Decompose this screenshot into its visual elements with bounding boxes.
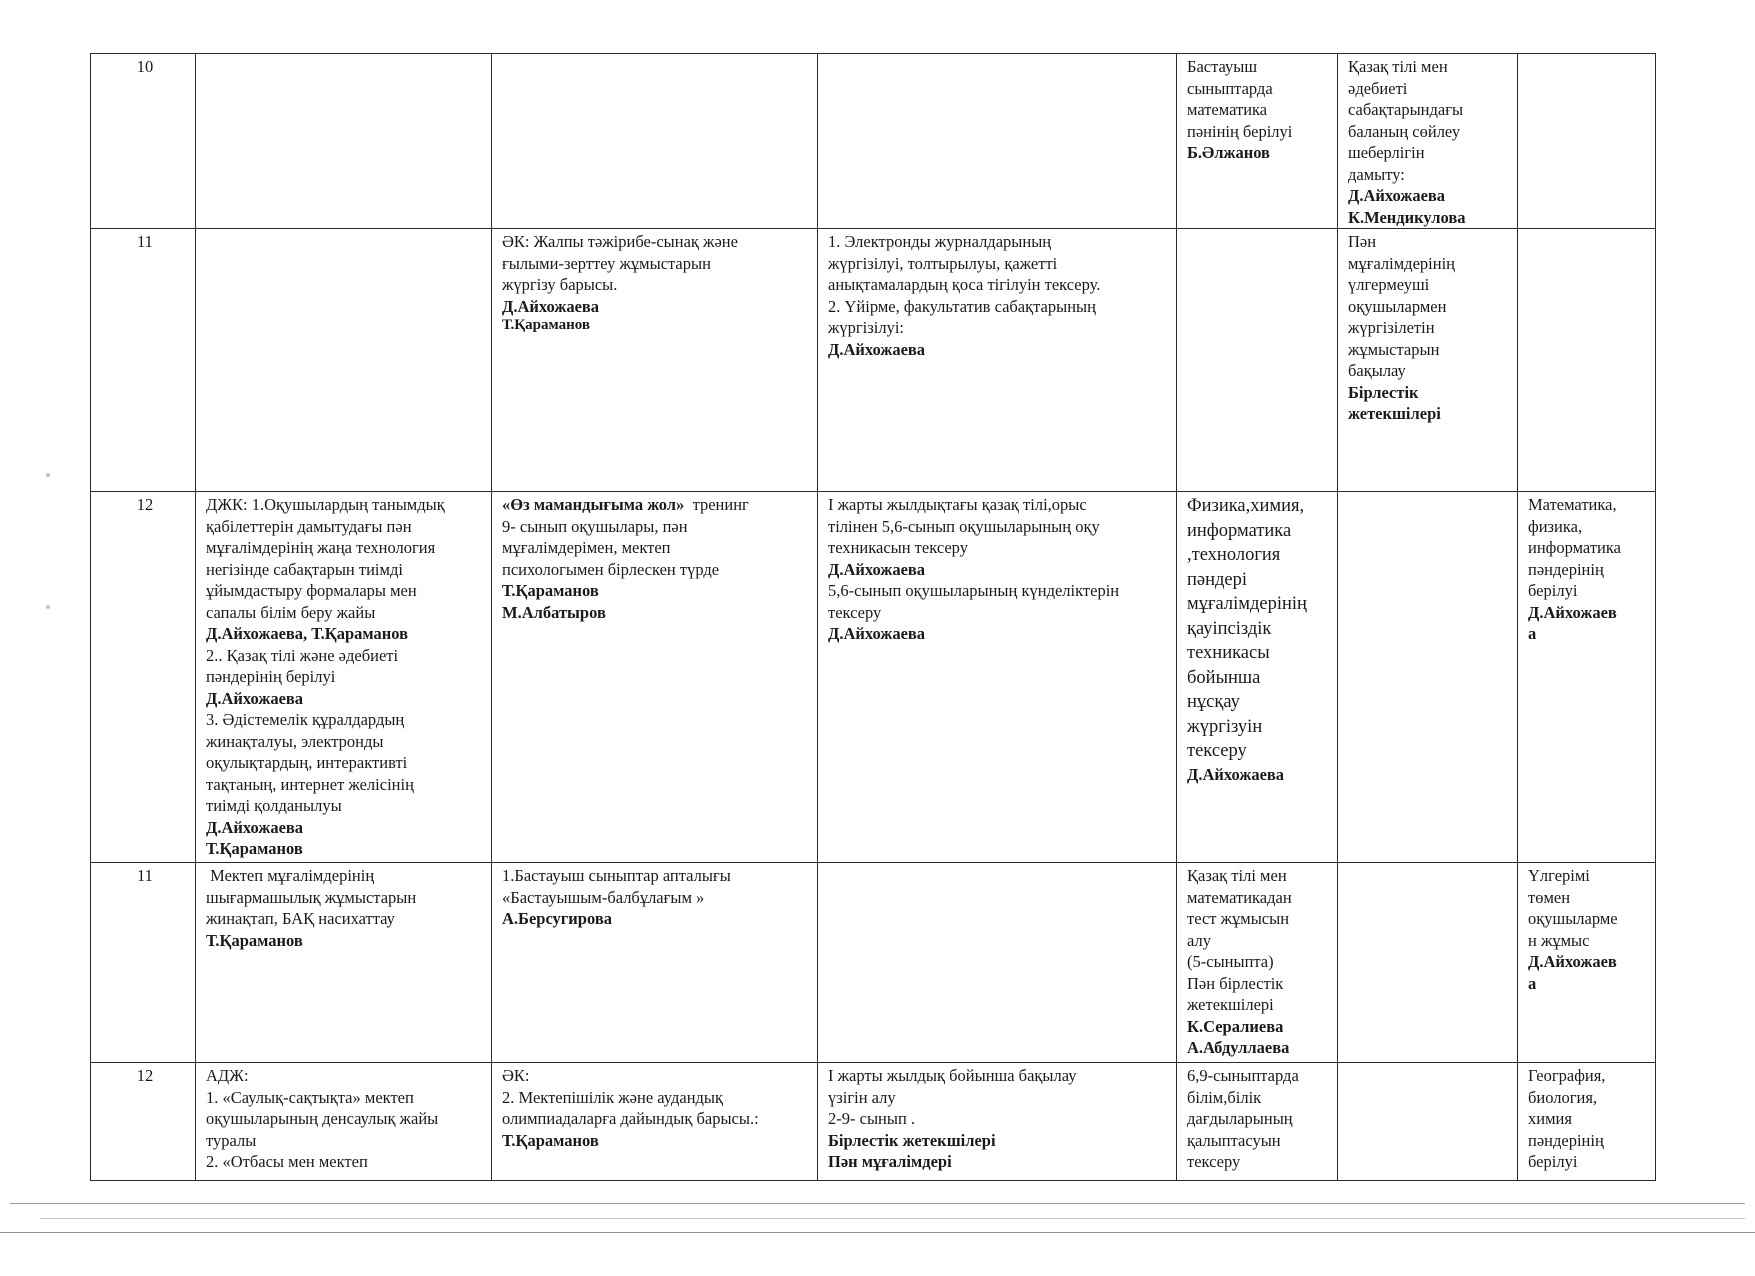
cell-line: пәндерінің берілуі	[206, 667, 336, 686]
cell-line: Қазақ тілі мен	[1187, 866, 1287, 885]
cell-line: берілуі	[1528, 581, 1578, 600]
cell-line: 6,9-сыныптарда	[1187, 1066, 1299, 1085]
responsible-person: а	[1528, 624, 1537, 643]
cell-line: сабақтарындағы	[1348, 100, 1464, 119]
table-cell	[1518, 1063, 1656, 1181]
cell-line: География,	[1528, 1066, 1606, 1085]
table-cell	[1177, 492, 1338, 863]
cell-line: информатика	[1187, 520, 1292, 541]
cell-line: алу	[1187, 930, 1211, 950]
table-cell	[818, 54, 1177, 229]
responsible-person: Б.Әлжанов	[1187, 143, 1270, 162]
cell-line: ғылыми-зерттеу жұмыстарын	[502, 253, 711, 273]
table-cell	[196, 229, 492, 492]
cell-line: қауіпсіздік	[1187, 618, 1272, 639]
table-cell	[1518, 54, 1656, 229]
table-cell	[1177, 1063, 1338, 1181]
cell-line: жинақталуы, электронды	[206, 731, 384, 751]
cell-line: АДЖ:	[206, 1066, 249, 1085]
cell-line: білім,білік	[1187, 1087, 1262, 1107]
cell-line: үзігін алу	[828, 1087, 896, 1107]
table-cell	[492, 492, 818, 863]
cell-line: қалыптасуын	[1187, 1130, 1281, 1150]
table-cell	[492, 1063, 818, 1181]
cell-line: олимпиадаларға дайындық барысы.:	[502, 1109, 759, 1128]
table-cell	[196, 54, 492, 229]
cell-line: төмен	[1528, 887, 1571, 907]
cell-line: Қазақ тілі мен	[1348, 57, 1448, 76]
cell-line: биология,	[1528, 1087, 1598, 1107]
cell-line: математикадан	[1187, 887, 1292, 907]
cell-line: анықтамалардың қоса тігілуін тексеру.	[828, 275, 1101, 294]
table-cell	[1338, 54, 1518, 229]
responsible-person: Т.Қараманов	[502, 317, 590, 333]
cell-line: пәндері	[1187, 569, 1248, 590]
table-row	[91, 863, 1656, 1063]
cell-line: 2. Үйірме, факультатив сабақтарының	[828, 296, 1096, 316]
scan-speck	[46, 473, 50, 477]
cell-line: негізінде сабақтарын тиімді	[206, 559, 403, 579]
table-cell	[1518, 492, 1656, 863]
cell-line: жетекшілері	[1187, 995, 1274, 1014]
responsible-person: Д.Айхожаева	[502, 296, 600, 316]
table-cell	[818, 229, 1177, 492]
row-number: 10	[136, 57, 154, 76]
cell-line: мұғалімдерінің жаңа технология	[206, 538, 436, 557]
responsible-person: Д.Айхожаева	[206, 817, 304, 837]
cell-line: техникасы	[1187, 643, 1270, 663]
cell-line: жұмыстарын	[1348, 339, 1440, 359]
cell-line: Пән	[1348, 232, 1377, 251]
responsible-person: А.Берсугирова	[502, 909, 612, 928]
cell-line: ӘК: Жалпы тәжірибе-сынақ және	[502, 232, 738, 251]
cell-line: ,технология	[1187, 545, 1281, 565]
table-row	[91, 54, 1656, 229]
row-number-cell	[91, 229, 196, 492]
cell-line: «Бастауышым-балбұлағым »	[502, 887, 705, 907]
scan-speck	[46, 605, 50, 609]
responsible-person: Д.Айхожаева	[828, 624, 926, 643]
cell-line: мұғалімдерінің	[1187, 594, 1307, 614]
cell-line: жүргізу барысы.	[502, 275, 618, 294]
cell-line: бойынша	[1187, 667, 1261, 688]
responsible-person: Т.Қараманов	[502, 581, 599, 600]
responsible-person: К.Сералиева	[1187, 1016, 1284, 1036]
cell-line: Пән бірлестік	[1187, 973, 1284, 993]
table-row	[91, 229, 1656, 492]
table-cell	[1338, 1063, 1518, 1181]
responsible-person: К.Мендикулова	[1348, 207, 1466, 227]
cell-line: бақылау	[1348, 361, 1406, 380]
cell-line: 1.Бастауыш сыныптар апталығы	[502, 866, 731, 885]
cell-line: дамыту:	[1348, 164, 1405, 184]
cell-line: пәндерінің	[1528, 559, 1604, 579]
cell-line: тексеру	[828, 602, 882, 622]
cell-line: берілуі	[1528, 1152, 1578, 1171]
responsible-person: Бірлестік жетекшілері	[828, 1130, 996, 1150]
responsible-person: А.Абдуллаева	[1187, 1038, 1290, 1057]
cell-line: 5,6-сынып оқушыларының күнделіктерін	[828, 581, 1120, 600]
cell-line: техникасын тексеру	[828, 538, 968, 557]
row-number-cell	[91, 1063, 196, 1181]
cell-line: психологымен бірлескен түрде	[502, 559, 720, 579]
cell-line: мұғалімдерімен, мектеп	[502, 538, 671, 557]
cell-line: оқушыларының денсаулық жайы	[206, 1109, 439, 1128]
responsible-person: Д.Айхожаева	[828, 559, 926, 579]
responsible-person: Д.Айхожаев	[1528, 952, 1617, 971]
scan-edge-line	[0, 1232, 1755, 1233]
cell-line: ДЖК: 1.Оқушылардың танымдық	[206, 495, 445, 514]
table-cell	[1518, 229, 1656, 492]
table-cell	[818, 1063, 1177, 1181]
cell-line: сыныптарда	[1187, 78, 1273, 98]
cell-line: І жарты жылдық бойынша бақылау	[828, 1066, 1077, 1085]
responsible-person: Д.Айхожаева, Т.Қараманов	[206, 624, 409, 643]
cell-line: туралы	[206, 1130, 257, 1150]
cell-line: тексеру	[1187, 741, 1247, 761]
responsible-person: Д.Айхожаева	[1187, 764, 1285, 784]
cell-line: жүргізілуі:	[828, 318, 905, 337]
table-cell	[1177, 229, 1338, 492]
cell-line: химия	[1528, 1109, 1572, 1128]
cell-line: ӘК:	[502, 1066, 530, 1085]
scan-edge-line	[40, 1218, 1745, 1219]
responsible-person: Т.Қараманов	[502, 1130, 599, 1150]
row-number-cell	[91, 863, 196, 1063]
cell-line: (5-сыныпта)	[1187, 952, 1274, 971]
row-number: 12	[136, 495, 154, 514]
responsible-person: жетекшілері	[1348, 404, 1441, 423]
responsible-person: Бірлестік	[1348, 382, 1419, 402]
table-cell	[1177, 863, 1338, 1063]
cell-line: Физика,химия,	[1187, 496, 1305, 516]
table-cell	[196, 492, 492, 863]
responsible-person: М.Албатыров	[502, 602, 606, 622]
row-number: 11	[137, 866, 153, 885]
table-cell	[1338, 229, 1518, 492]
cell-line: қабілеттерін дамытудағы пән	[206, 516, 412, 536]
responsible-person: Д.Айхожаев	[1528, 602, 1617, 622]
cell-line: физика,	[1528, 516, 1583, 536]
table-cell	[492, 863, 818, 1063]
cell-line: тест жұмысын	[1187, 909, 1290, 928]
cell-line: үлгермеуші	[1348, 275, 1430, 294]
scan-edge-line	[10, 1203, 1745, 1204]
responsible-person: Т.Қараманов	[206, 839, 303, 858]
responsible-person: Д.Айхожаева	[828, 339, 926, 359]
responsible-person: Пән мұғалімдері	[828, 1152, 952, 1171]
responsible-person: а	[1528, 973, 1537, 993]
table-cell	[492, 229, 818, 492]
cell-line: 1. Электронды журналдарының	[828, 232, 1052, 251]
cell-line: дағдыларының	[1187, 1109, 1293, 1128]
cell-line: пәндерінің	[1528, 1130, 1604, 1150]
responsible-person: Д.Айхожаева	[206, 688, 304, 708]
cell-line: тақтаның, интернет желісінің	[206, 774, 414, 794]
cell-line: оқушылармен	[1348, 296, 1447, 316]
cell-line: 2-9- сынып .	[828, 1109, 916, 1128]
cell-line: 2.. Қазақ тілі және әдебиеті	[206, 645, 399, 665]
table-cell	[818, 492, 1177, 863]
cell-line: тілінен 5,6-сынып оқушыларының оқу	[828, 516, 1100, 536]
row-number-cell	[91, 54, 196, 229]
cell-line: 2. Мектепішілік және аудандық	[502, 1087, 724, 1107]
cell-line: 2. «Отбасы мен мектеп	[206, 1152, 368, 1171]
table-cell	[1518, 863, 1656, 1063]
table-cell	[818, 863, 1177, 1063]
cell-line: математика	[1187, 100, 1268, 119]
cell-line: 3. Әдістемелік құралдардың	[206, 710, 405, 729]
cell-line: жинақтап, БАҚ насихаттау	[206, 909, 395, 928]
cell-line: информатика	[1528, 538, 1621, 557]
cell-line: сапалы білім беру жайы	[206, 602, 376, 622]
cell-line: І жарты жылдықтағы қазақ тілі,орыс	[828, 495, 1087, 514]
cell-line: 1. «Саулық-сақтықта» мектеп	[206, 1087, 414, 1107]
cell-line: шығармашылық жұмыстарын	[206, 887, 417, 907]
work-plan-table	[90, 53, 1656, 1181]
cell-line: Математика,	[1528, 495, 1617, 514]
cell-line: әдебиеті	[1348, 78, 1408, 98]
cell-line: оқушыларме	[1528, 909, 1618, 928]
responsible-person: Т.Қараманов	[206, 930, 303, 950]
cell-line: баланың сөйлеу	[1348, 121, 1461, 141]
table-cell	[1177, 54, 1338, 229]
row-number-cell	[91, 492, 196, 863]
cell-line: жүргізілетін	[1348, 318, 1435, 337]
cell-line: тексеру	[1187, 1152, 1241, 1171]
cell-line: н жұмыс	[1528, 930, 1590, 950]
row-number: 11	[137, 232, 153, 251]
cell-line: Бастауыш	[1187, 57, 1258, 76]
cell-line: Мектеп мұғалімдерінің	[206, 866, 375, 885]
responsible-person: Д.Айхожаева	[1348, 186, 1446, 205]
cell-line: жүргізуін	[1187, 716, 1263, 737]
cell-line: нұсқау	[1187, 692, 1240, 712]
table-cell	[196, 863, 492, 1063]
table-cell	[1338, 492, 1518, 863]
cell-line: оқулықтардың, интерактивті	[206, 753, 408, 772]
cell-line: пәнінің берілуі	[1187, 121, 1293, 141]
table-cell	[492, 54, 818, 229]
cell-line	[502, 494, 811, 516]
cell-line: шеберлігін	[1348, 143, 1425, 162]
table-cell	[1338, 863, 1518, 1063]
cell-line: ұйымдастыру формалары мен	[206, 581, 417, 600]
bold-title: «Өз мамандығыма жол»	[502, 495, 685, 514]
row-number: 12	[136, 1066, 154, 1085]
cell-line-rest: тренинг	[684, 495, 749, 514]
table-cell	[196, 1063, 492, 1181]
cell-line: 9- сынып оқушылары, пән	[502, 516, 688, 536]
cell-line: мұғалімдерінің	[1348, 253, 1455, 273]
cell-line: Үлгерімі	[1528, 866, 1590, 885]
table-row	[91, 492, 1656, 863]
table-row	[91, 1063, 1656, 1181]
cell-line: тиімді қолданылуы	[206, 796, 342, 815]
cell-line: жүргізілуі, толтырылуы, қажетті	[828, 253, 1058, 273]
